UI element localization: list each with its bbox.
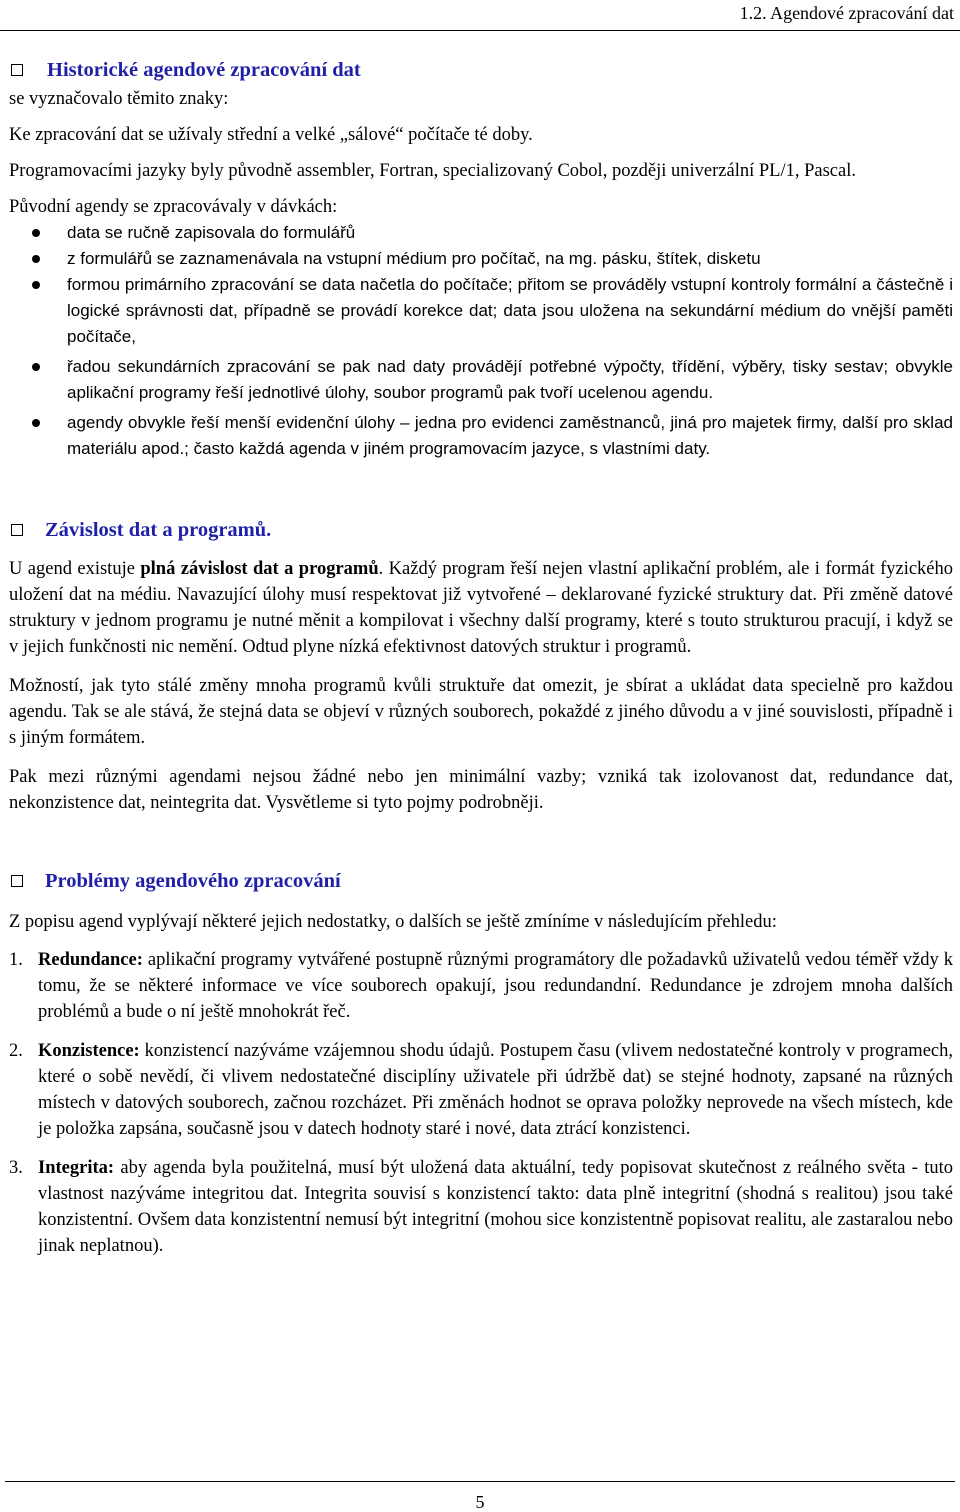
paragraph: Z popisu agend vyplývají některé jejich nedostatky, o dalších se ještě zmíníme v následujícím přehledu:	[9, 912, 777, 932]
page-number: 5	[475, 1492, 485, 1512]
numbered-item	[9, 947, 953, 1025]
section-historical-heading	[9, 56, 953, 84]
item-text: aplikační programy vytvářené postupně různými programátory dle požadavků uživatelů vedou téměř vždy k tomu, že se některé informace ve více souborech opakují, jsou redundandní. Redundance je zdrojem mnoha dalších problémů a bude o ní ještě mnohokrát řeč.	[38, 950, 953, 1022]
numbered-list	[9, 947, 953, 1259]
bullet-item: z formulářů se zaznamenávala na vstupní médium pro počítač, na mg. pásku, štítek, disketu	[9, 246, 953, 272]
item-term: Redundance:	[38, 950, 143, 970]
item-number: 2.	[9, 1041, 23, 1061]
numbered-item	[9, 1155, 953, 1259]
bullet-item: data se ručně zapisovala do formulářů	[9, 220, 953, 246]
bullet-item: formou primárního zpracování se data načetla do počítače; přitom se prováděly vstupní kontroly formální a částečně i logické správnosti dat, případně se provádí korekce dat; data jsou uložena na sekundární médium do vnější paměti počítače,	[9, 272, 953, 350]
bullet-item: agendy obvykle řeší menší evidenční úlohy – jedna pro evidenci zaměstnanců, jiná pro majetek firmy, další pro sklad materiálu apod.; často každá agenda v jiném programovacím jazyce, s vlastními daty.	[9, 410, 953, 462]
item-text: konzistencí nazýváme vzájemnou shodu údajů. Postupem času (vlivem nedostatečné kontroly v programech, které o sobě nevědí, či vlivem nedostatečné disciplíny uživatele při údržbě dat) se stejné hodnoty, zapsané na různých místech v datových souborech, začnou rozcházet. Při změnách hodnot se oprava položky neprovede na všech místech, kde je položka zapsána, současně jsou v datech hodnoty staré i nové, data ztrácí konzistenci.	[38, 1041, 953, 1139]
section-title: Závislost dat a programů.	[45, 519, 272, 541]
section-title: Historické agendové zpracování dat	[47, 59, 361, 81]
checkbox-bullet-icon	[11, 524, 23, 536]
checkbox-bullet-icon	[11, 875, 23, 887]
page-header	[0, 0, 960, 26]
header-rule	[0, 30, 960, 31]
bullet-item: řadou sekundárních zpracování se pak nad daty provádějí potřebné výpočty, třídění, výběry, tisky sestav; obvykle aplikační programy řeší jednotlivé úlohy, soubor programů pak tvoří ucelenou agendu.	[9, 354, 953, 406]
paragraph: Původní agendy se zpracovávaly v dávkách:	[9, 197, 338, 217]
checkbox-bullet-icon	[11, 64, 23, 76]
item-text: aby agenda byla použitelná, musí být uložená data aktuální, tedy popisovat skutečnost z reálného světa - tuto vlastnost nazýváme integritou dat. Integrita souvisí s konzistencí takto: data plně integritní (shodná s realitou) jsou také konzistentní. Ovšem data konzistentní nemusí být integritní (mohou sice konzistentně popisovat realitu, ale zastaralou nebo jinak neplatnou).	[38, 1158, 953, 1256]
paragraph-text: . Každý program řeší nejen vlastní aplikační problém, ale i formát fyzického uložení dat na médiu. Navazující úlohy musí respektovat již vytvořené – deklarované fyzické struktury dat. Při změně datové struktury v jednom programu je nutné měnit a kompilovat i všechny další programy, které s touto strukturou pracují, i když se v jejich funkčnosti nic nemění. Odtud plyne nízká efektivnost datových struktur i programů.	[9, 559, 954, 657]
item-number: 3.	[9, 1158, 23, 1178]
item-term: Integrita:	[38, 1158, 115, 1178]
item-number: 1.	[9, 950, 23, 970]
paragraph: Možností, jak tyto stálé změny mnoha programů kvůli struktuře dat omezit, je sbírat a ukládat data specielně pro každou agendu. Tak se ale stává, že stejná data se objeví v různých souborech, pokaždé z jiného důvodu a v jiné souvislosti, případně i s jiným formátem.	[9, 676, 953, 748]
numbered-item	[9, 1038, 953, 1142]
paragraph	[9, 556, 953, 660]
paragraph: Ke zpracování dat se užívaly střední a velké „sálové“ počítače té doby.	[9, 125, 533, 145]
item-term: Konzistence:	[38, 1041, 140, 1061]
section-title: Problémy agendového zpracování	[45, 870, 341, 892]
page-content	[9, 56, 953, 1259]
section-intro: se vyznačovalo těmito znaky:	[9, 89, 229, 109]
bullet-list	[9, 220, 953, 462]
paragraph: Programovacími jazyky byly původně assembler, Fortran, specializovaný Cobol, později univerzální PL/1, Pascal.	[9, 161, 856, 181]
bold-term: plná závislost dat a programů	[140, 559, 379, 579]
section-dependency-heading	[9, 516, 953, 544]
paragraph-text: U agend existuje	[9, 559, 141, 579]
section-problems-heading	[9, 867, 953, 895]
running-title: 1.2. Agendové zpracování dat	[739, 3, 954, 23]
footer-rule	[5, 1481, 955, 1482]
paragraph: Pak mezi různými agendami nejsou žádné nebo jen minimální vazby; vzniká tak izolovanost dat, redundance dat, nekonzistence dat, neintegrita dat. Vysvětleme si tyto pojmy podrobněji.	[9, 767, 953, 813]
